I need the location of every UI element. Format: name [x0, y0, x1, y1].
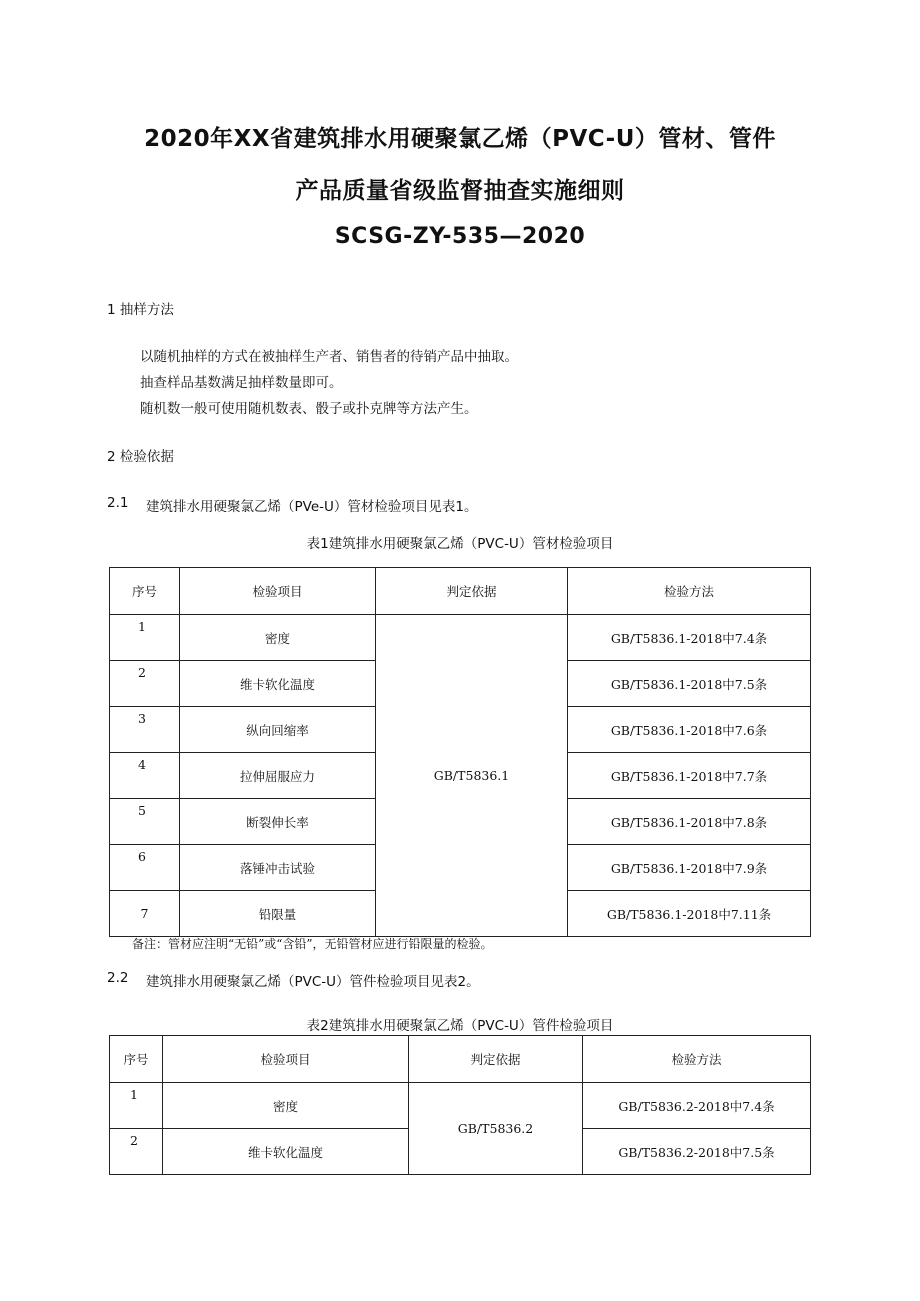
table2-row-no: [110, 1129, 163, 1175]
table2-header-item: 检验项目: [163, 1036, 409, 1083]
table2-header-no: 序号: [110, 1036, 163, 1083]
table1-row-method: GB/T5836.1-2018中7.8条: [568, 799, 811, 845]
table2-row-method: GB/T5836.2-2018中7.4条: [583, 1083, 811, 1129]
table1-row-no: [110, 615, 180, 661]
table1-row-item: 断裂伸长率: [180, 799, 376, 845]
section2-2-number: 2.2: [107, 970, 129, 986]
table1-row-no: [110, 661, 180, 707]
table1-row-no: [110, 753, 180, 799]
table1-row-method: GB/T5836.1-2018中7.5条: [568, 661, 811, 707]
table2-row-method: GB/T5836.2-2018中7.5条: [583, 1129, 811, 1175]
table1-header-item: 检验项目: [180, 568, 376, 615]
table1-header-row: [110, 568, 811, 615]
table2-header-row: [110, 1036, 811, 1083]
table1-row-item: 落锤冲击试验: [180, 845, 376, 891]
table2-basis-cell: GB/T5836.2: [409, 1083, 583, 1175]
table1-row-item: 拉伸屈服应力: [180, 753, 376, 799]
doc-code: SCSG-ZY-535—2020: [334, 224, 586, 249]
table1-row-no: [110, 799, 180, 845]
table1-basis-cell: GB/T5836.1: [376, 615, 568, 937]
table2-row-no: [110, 1083, 163, 1129]
table2: [109, 1035, 811, 1175]
row-number: 1: [138, 619, 146, 634]
table2-header-method: 检验方法: [583, 1036, 811, 1083]
section2-1-number: 2.1: [107, 495, 129, 511]
doc-title-line1: 2020年XX省建筑排水用硬聚氯乙烯（PVC-U）管材、管件: [144, 126, 776, 152]
table2-row-item: 密度: [163, 1083, 409, 1129]
table1-row-item: 维卡软化温度: [180, 661, 376, 707]
table1-row-method: GB/T5836.1-2018中7.7条: [568, 753, 811, 799]
table1-caption: 表1建筑排水用硬聚氯乙烯（PVC-U）管材检验项目: [306, 536, 614, 552]
row-number: 4: [138, 757, 146, 772]
table1-row-method: GB/T5836.1-2018中7.9条: [568, 845, 811, 891]
table1-row-no: [110, 707, 180, 753]
row-number: 5: [138, 803, 146, 818]
section2-1-text: 建筑排水用硬聚氯乙烯（PVe-U）管材检验项目见表1。: [146, 499, 478, 515]
row-number: 2: [130, 1133, 138, 1148]
section1-line-3: 随机数一般可使用随机数表、骰子或扑克牌等方法产生。: [140, 401, 478, 417]
table1-row-no: [110, 845, 180, 891]
table1-header-no: 序号: [110, 568, 180, 615]
table-row: [110, 615, 811, 661]
section2-2-text: 建筑排水用硬聚氯乙烯（PVC-U）管件检验项目见表2。: [146, 974, 480, 990]
row-number: 6: [138, 849, 146, 864]
table1-row-item: 铅限量: [180, 891, 376, 937]
table2-header-basis: 判定依据: [409, 1036, 583, 1083]
table1: [109, 567, 811, 937]
table1-row-no: 7: [110, 891, 180, 937]
section1-line-2: 抽查样品基数满足抽样数量即可。: [140, 375, 343, 391]
table1-row-method: GB/T5836.1-2018中7.6条: [568, 707, 811, 753]
table1-row-method: GB/T5836.1-2018中7.4条: [568, 615, 811, 661]
table-row: [110, 1083, 811, 1129]
table1-row-item: 密度: [180, 615, 376, 661]
table2-row-item: 维卡软化温度: [163, 1129, 409, 1175]
table1-note: 备注：管材应注明“无铅”或“含铅”，无铅管材应进行铅限量的检验。: [132, 937, 493, 951]
row-number: 3: [138, 711, 146, 726]
table1-header-method: 检验方法: [568, 568, 811, 615]
table1-row-item: 纵向回缩率: [180, 707, 376, 753]
table2-caption: 表2建筑排水用硬聚氯乙烯（PVC-U）管件检验项目: [306, 1018, 614, 1034]
section2-heading: 2 检验依据: [107, 449, 174, 465]
doc-title-line2: 产品质量省级监督抽查实施细则: [295, 178, 625, 204]
row-number: 2: [138, 665, 146, 680]
table1-row-method: GB/T5836.1-2018中7.11条: [568, 891, 811, 937]
table1-header-basis: 判定依据: [376, 568, 568, 615]
section1-heading: 1 抽样方法: [107, 302, 174, 318]
row-number: 1: [130, 1087, 138, 1102]
section1-line-1: 以随机抽样的方式在被抽样生产者、销售者的待销产品中抽取。: [140, 349, 518, 365]
